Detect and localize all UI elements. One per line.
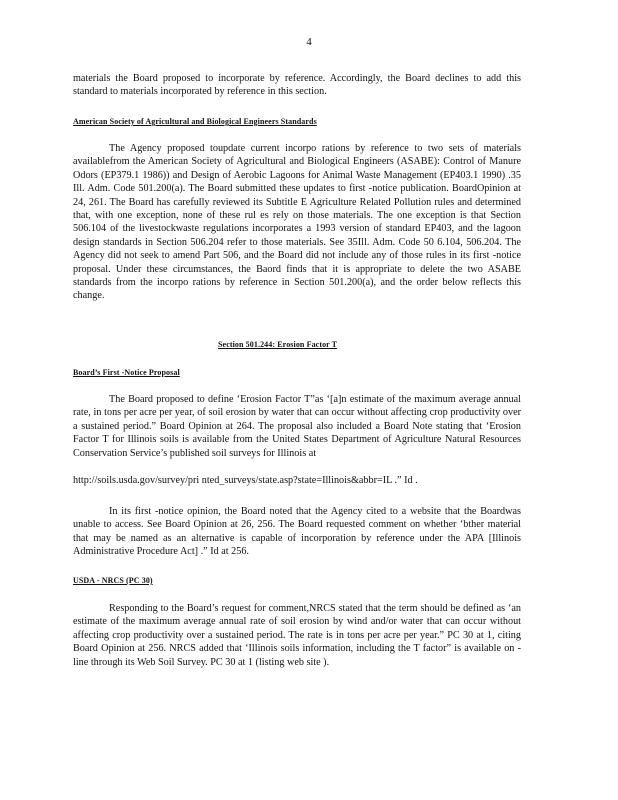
proposal-paragraph: The Board proposed to define ‘Erosion Factor T”as ‘[a]n estimate of the maximum average annual rate, in tons per acre per year, of soil erosion by water that can occur without affecting crop productivity over a sustained period.” Board Opinion at 264. The proposal also included a Board Note stating that ‘Erosion Factor T for Illinois soils is available from the United States Department of Agriculture Natural Resources Conservation Service’s published soil surveys for Illinois at <box>73 394 521 459</box>
proposal-url-line: http://soils.usda.gov/survey/pri nted_surveys/state.asp?state=Illinois&abbr=IL .” Id . <box>73 475 418 486</box>
intro-paragraph: materials the Board proposed to incorporate by reference. Accordingly, the Board declines to add this standard to materials incorporated by reference in this section. <box>73 73 521 98</box>
usda-paragraph: Responding to the Board’s request for comment,NRCS stated that the term should be defined as ‘an estimate of the maximum average annual rate of soil erosion by wind and/or water that can occur without affecting crop productivity over a sustained period. The rate is in tons per acre per year.” PC 30 at 1, citing Board Opinion at 256. NRCS added that ‘Illinois soils information, including the T factor” is available on -line through its Web Soil Survey. PC 30 at 1 (listing web site ). <box>73 603 521 668</box>
heading-first-notice-proposal: Board’s First -Notice Proposal <box>73 368 180 377</box>
heading-section-501-244: Section 501.244: Erosion Factor T <box>218 340 338 349</box>
page-number: 4 <box>306 36 312 48</box>
heading-usda-nrcs: USDA - NRCS (PC 30) <box>73 576 153 585</box>
website-paragraph: In its first -notice opinion, the Board noted that the Agency cited to a website that the Boardwas unable to access. See Board Opinion at 26, 256. The Board requested comment on whether ‘bther material that may be named as an alternative is capable of incorporation by reference under the APA [Illinois Administrative Procedure Act] .” Id at 256. <box>73 506 521 558</box>
heading-asabe-standards: American Society of Agricultural and Biological Engineers Standards <box>73 117 317 126</box>
asabe-paragraph: The Agency proposed toupdate current incorpo rations by reference to two sets of materials availablefrom the American Society of Agricultural and Biological Engineers (ASABE): Control of Manure Odors (EP379.1 1986)) and Design of Aerobic Lagoons for Animal Waste Management (EP403.1 1990) .35 Ill. Adm. Code 501.200(a). The Board submitted these updates to first -notice publication. BoardOpinion at 24, 261. The Board has carefully reviewed its Subtitle E Agriculture Related Pollution rules and determined that, with one exception, none of these rul es rely on those materials. The one exception is that Section 506.104 of the livestockwaste regulations incorporates a 1993 version of standard EP403, and the lagoon design standards in Section 506.204 refer to those materials. See 35Ill. Adm. Code 50 6.104, 506.204. The Agency did not seek to amend Part 506, and the Board did not include any of those rules in its first -notice proposal. Under these circumstances, the Baord finds that it is appropriate to delete the two ASABE standards from the incorpo rations by reference in Section 501.200(a), and the order below reflects this change. <box>73 143 521 302</box>
